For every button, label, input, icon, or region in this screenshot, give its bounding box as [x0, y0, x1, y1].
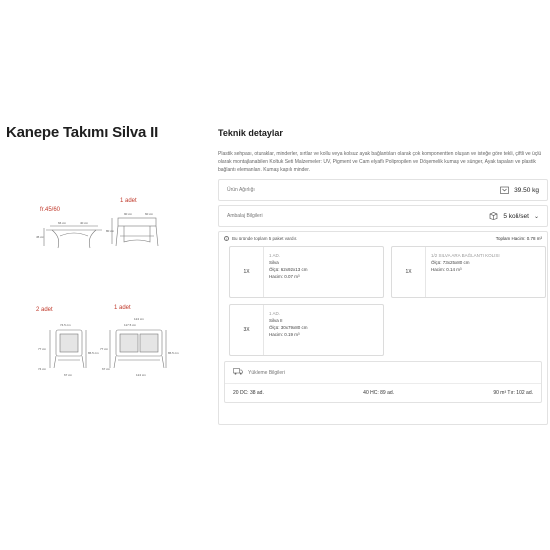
armchair-label: 2 adet: [36, 307, 53, 313]
armchair-dim-seat: 86.5 cm: [88, 351, 99, 355]
package-volume: Hacim: 0.19 m³: [269, 332, 300, 337]
package-name: Silva II: [269, 318, 283, 323]
sofa-drawing: [110, 330, 166, 368]
shipping-label: Yükleme Bilgileri: [248, 369, 285, 376]
table-drawing: [44, 226, 102, 248]
package-size: Ölçü: 73x25x80 cm: [431, 260, 470, 265]
armchair-dim-height: 77 cm: [38, 347, 47, 351]
package-head: 1/2 SILVA ARA BAĞLANTI KOLISI: [431, 253, 500, 258]
sofa-dim-seat: 86.5 cm: [168, 351, 179, 355]
sofa-dim-diag: 67 cm: [102, 367, 111, 371]
packaging-label: Ambalaj Bilgileri: [227, 213, 263, 219]
package-card: [391, 246, 546, 298]
package-name: Silva: [269, 260, 279, 265]
package-qty: 1X: [392, 247, 426, 297]
package-grid: [224, 245, 542, 361]
armchair-drawing: [50, 330, 86, 368]
shipping-value-40hc: 40 HC: 89 ad.: [363, 390, 395, 396]
shipping-info: [224, 361, 542, 403]
furniture-drawings: [0, 180, 200, 380]
package-details: [218, 231, 548, 425]
package-qty: 1X: [230, 247, 264, 297]
packaging-row[interactable]: [218, 205, 548, 227]
weight-value: 39.50 kg: [514, 186, 539, 194]
table-label: fr.45/60: [40, 207, 61, 213]
product-description: Plastik sehpası, oturaklar, minderler, sırtlar ve kollu veya kolsuz ayak bağlantıları olarak çok komponentten oluşan ve isteğe göre tekli, çiftli ve üçlü olarak montajlanabilen Koltuk Seti Malzemeler: UV, Pigment ve Cam elyaflı Polipropilen ve Döşemelik kumaş ve sünger, Ayak tapaları ve plastik bağlantı elemanları. Kumaş kapılı minder.: [218, 151, 542, 173]
package-card: [229, 304, 384, 356]
package-head: 1 AD.: [269, 253, 281, 258]
package-volume: Hacim: 0.14 m³: [431, 267, 462, 272]
info-icon: i: [224, 236, 229, 241]
package-card: [229, 246, 384, 298]
chair-label: 1 adet: [120, 198, 137, 204]
sofa-dim-top: 124 cm: [134, 317, 144, 321]
armchair-dim-width: 74.5 cm: [60, 323, 71, 327]
box-icon: [489, 212, 498, 220]
sofa-label: 1 adet: [114, 305, 131, 311]
shipping-value-20dc: 20 DC: 38 ad.: [233, 390, 264, 396]
package-size: Ölçü: 30x79x80 cm: [269, 325, 308, 330]
chair-drawing: [112, 218, 158, 246]
product-illustrations: [0, 180, 200, 380]
armchair-dim-diag: 74 cm: [38, 367, 47, 371]
package-qty: 3X: [230, 305, 264, 355]
table-dim-width: 66 cm: [58, 221, 67, 225]
chair-dim-depth: 60 cm: [145, 212, 154, 216]
section-title: Teknik detaylar: [218, 128, 283, 138]
product-title: Kanepe Takımı Silva II: [6, 124, 159, 141]
truck-icon: [233, 368, 243, 377]
package-head: 1 AD.: [269, 311, 281, 316]
weight-row: [218, 179, 548, 201]
sofa-dim-depth: 124 cm: [136, 373, 146, 377]
chair-dim-width: 90 cm: [124, 212, 133, 216]
weight-label: Ürün Ağırlığı: [227, 187, 255, 193]
table-dim-depth: 40 cm: [80, 221, 89, 225]
package-size: Ölçü: 62x92x13 cm: [269, 267, 308, 272]
scale-icon: [500, 186, 509, 194]
table-dim-height: 45 cm: [36, 235, 45, 239]
shipping-value-truck: 90 m³ Tır: 102 ad.: [493, 390, 533, 396]
chevron-down-icon[interactable]: ⌄: [533, 213, 539, 220]
sofa-dim-width: 117.5 cm: [124, 323, 137, 327]
chair-dim-height: 80 cm: [106, 229, 115, 233]
packaging-value: 5 koli/set: [503, 212, 529, 220]
package-note: Bu üründe toplam 5 paket vardır.: [232, 236, 298, 241]
package-volume: Hacim: 0.07 m³: [269, 274, 300, 279]
total-volume: Toplam Hacim: 0.78 m³: [495, 236, 542, 241]
armchair-dim-depth: 67 cm: [64, 373, 73, 377]
technical-details-panel: [218, 128, 548, 425]
sofa-dim-height: 77 cm: [100, 347, 109, 351]
